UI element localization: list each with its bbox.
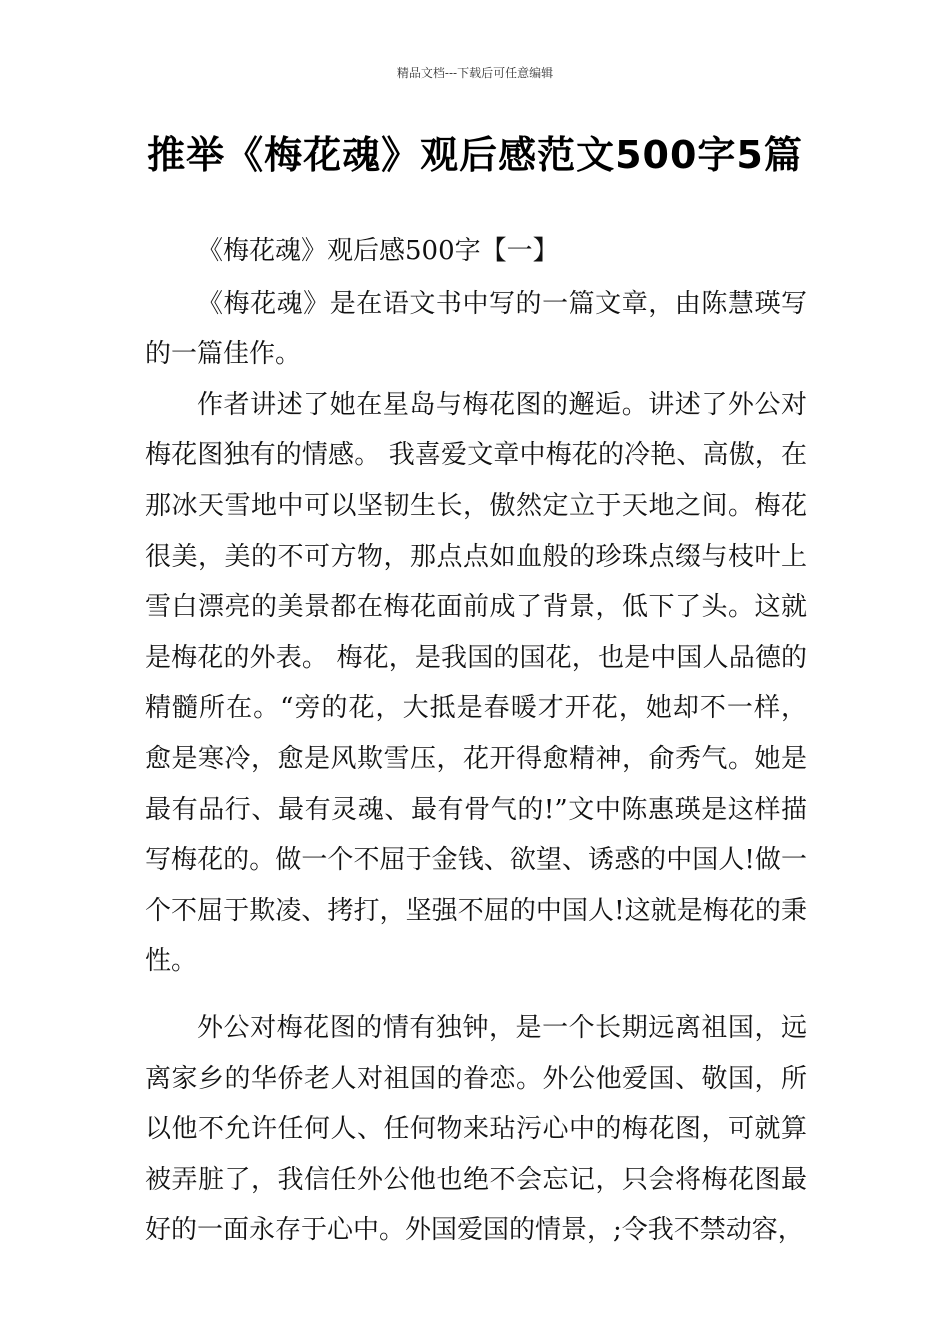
header-note: 精品文档---下载后可任意编辑	[396, 66, 554, 80]
paragraph: 《梅花魂》是在语文书中写的一篇文章，由陈慧瑛写的一篇佳作。	[145, 288, 807, 370]
document-body	[145, 226, 807, 1256]
paragraph: 作者讲述了她在星岛与梅花图的邂逅。讲述了外公对梅花图独有的情感。 我喜爱文章中梅花的冷艳、高傲，在那冰天雪地中可以坚韧生长，傲然定立于天地之间。梅花很美，美的不可方物，那点点如血般的珍珠点缀与枝叶上雪白漂亮的美景都在梅花面前成了背景，低下了头。这就是梅花的外表。 梅花，是我国的国花，也是中国人品德的精髓所在。“旁的花，大抵是春暖才开花，她却不一样，愈是寒冷，愈是风欺雪压，花开得愈精神，俞秀气。她是最有品行、最有灵魂、最有骨气的!”文中陈惠瑛是这样描写梅花的。做一个不屈于金钱、欲望、诱惑的中国人!做一个不屈于欺凌、拷打，坚强不屈的中国人!这就是梅花的秉性。	[145, 389, 807, 977]
document-title: 推举《梅花魂》观后感范文500字5篇	[147, 133, 803, 177]
paragraph: 外公对梅花图的情有独钟，是一个长期远离祖国，远离家乡的华侨老人对祖国的眷恋。外公他爱国、敬国，所以他不允许任何人、任何物来玷污心中的梅花图，可就算被弄脏了，我信任外公他也绝不会忘记，只会将梅花图最好的一面永存于心中。外国爱国的情景，;令我不禁动容，	[145, 1012, 807, 1246]
section-heading: 《梅花魂》观后感500字【一】	[197, 236, 559, 266]
